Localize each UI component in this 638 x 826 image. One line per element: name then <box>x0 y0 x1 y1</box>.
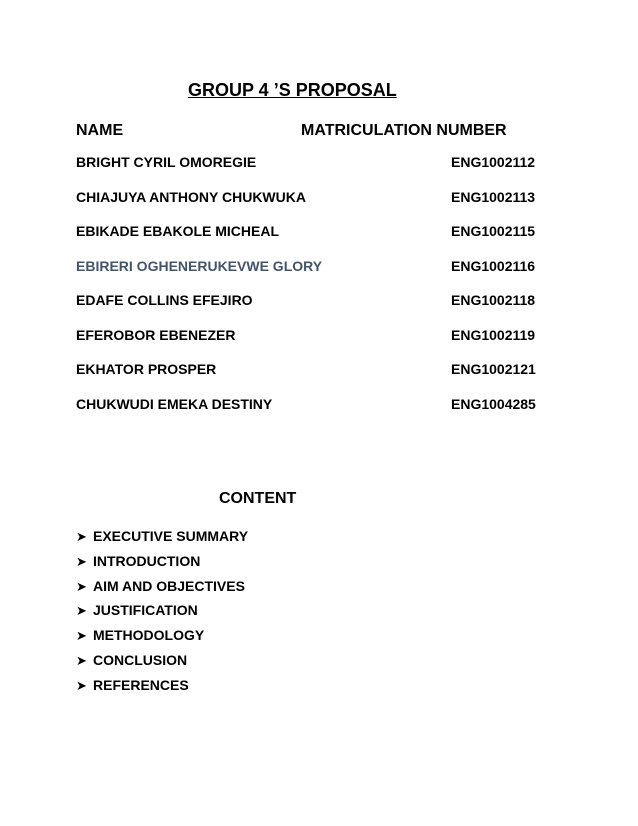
contents-item <box>76 526 248 551</box>
arrowhead-bullet-icon: ➤ <box>76 603 87 619</box>
arrowhead-bullet-icon: ➤ <box>76 553 87 569</box>
arrowhead-bullet-icon: ➤ <box>76 677 87 693</box>
contents-item-label: AIM AND OBJECTIVES <box>93 577 245 594</box>
member-row <box>76 256 556 291</box>
arrowhead-bullet-icon: ➤ <box>76 529 87 544</box>
member-name: EBIKADE EBAKOLE MICHEAL <box>76 223 280 239</box>
member-name: EDAFE COLLINS EFEJIRO <box>76 292 253 308</box>
contents-item-label: JUSTIFICATION <box>93 602 198 619</box>
contents-item <box>76 650 248 675</box>
contents-item <box>76 600 248 625</box>
contents-item <box>76 675 248 700</box>
member-matric-number: ENG1004285 <box>451 395 536 412</box>
member-row <box>76 221 556 256</box>
member-name: EBIRERI OGHENERUKEVWE GLORY <box>76 257 323 274</box>
member-matric-number: ENG1002121 <box>451 361 536 377</box>
contents-item-label: INTRODUCTION <box>93 552 201 569</box>
contents-item <box>76 551 248 576</box>
name-column-header: NAME <box>76 122 124 139</box>
members-table <box>76 152 556 428</box>
member-row <box>76 359 556 394</box>
member-name: CHIAJUYA ANTHONY CHUKWUKA <box>76 188 306 205</box>
member-name: EFEROBOR EBENEZER <box>76 326 236 343</box>
arrowhead-bullet-icon: ➤ <box>76 652 87 668</box>
member-matric-number: ENG1002112 <box>451 154 536 170</box>
member-row <box>76 394 556 429</box>
member-matric-number: ENG1002116 <box>451 257 536 274</box>
content-heading: CONTENT <box>219 490 297 507</box>
member-row <box>76 187 556 222</box>
arrowhead-bullet-icon: ➤ <box>76 628 87 644</box>
contents-item-label: CONCLUSION <box>93 651 188 668</box>
member-row <box>76 325 556 360</box>
contents-item-label: EXECUTIVE SUMMARY <box>93 528 249 544</box>
member-row <box>76 152 556 187</box>
member-name: BRIGHT CYRIL OMOREGIE <box>76 154 257 170</box>
contents-item-label: REFERENCES <box>93 676 189 693</box>
document-title: GROUP 4 ’S PROPOSAL <box>188 80 397 100</box>
member-matric-number: ENG1002115 <box>451 223 536 239</box>
member-matric-number: ENG1002119 <box>451 326 536 343</box>
member-matric-number: ENG1002118 <box>451 292 536 308</box>
member-row <box>76 290 556 325</box>
contents-list <box>76 526 248 700</box>
contents-item-label: METHODOLOGY <box>93 627 205 644</box>
matriculation-column-header: MATRICULATION NUMBER <box>301 122 507 139</box>
member-name: EKHATOR PROSPER <box>76 361 217 377</box>
member-name: CHUKWUDI EMEKA DESTINY <box>76 395 273 412</box>
arrowhead-bullet-icon: ➤ <box>76 578 87 594</box>
member-matric-number: ENG1002113 <box>451 188 536 205</box>
contents-item <box>76 625 248 650</box>
contents-item <box>76 576 248 601</box>
